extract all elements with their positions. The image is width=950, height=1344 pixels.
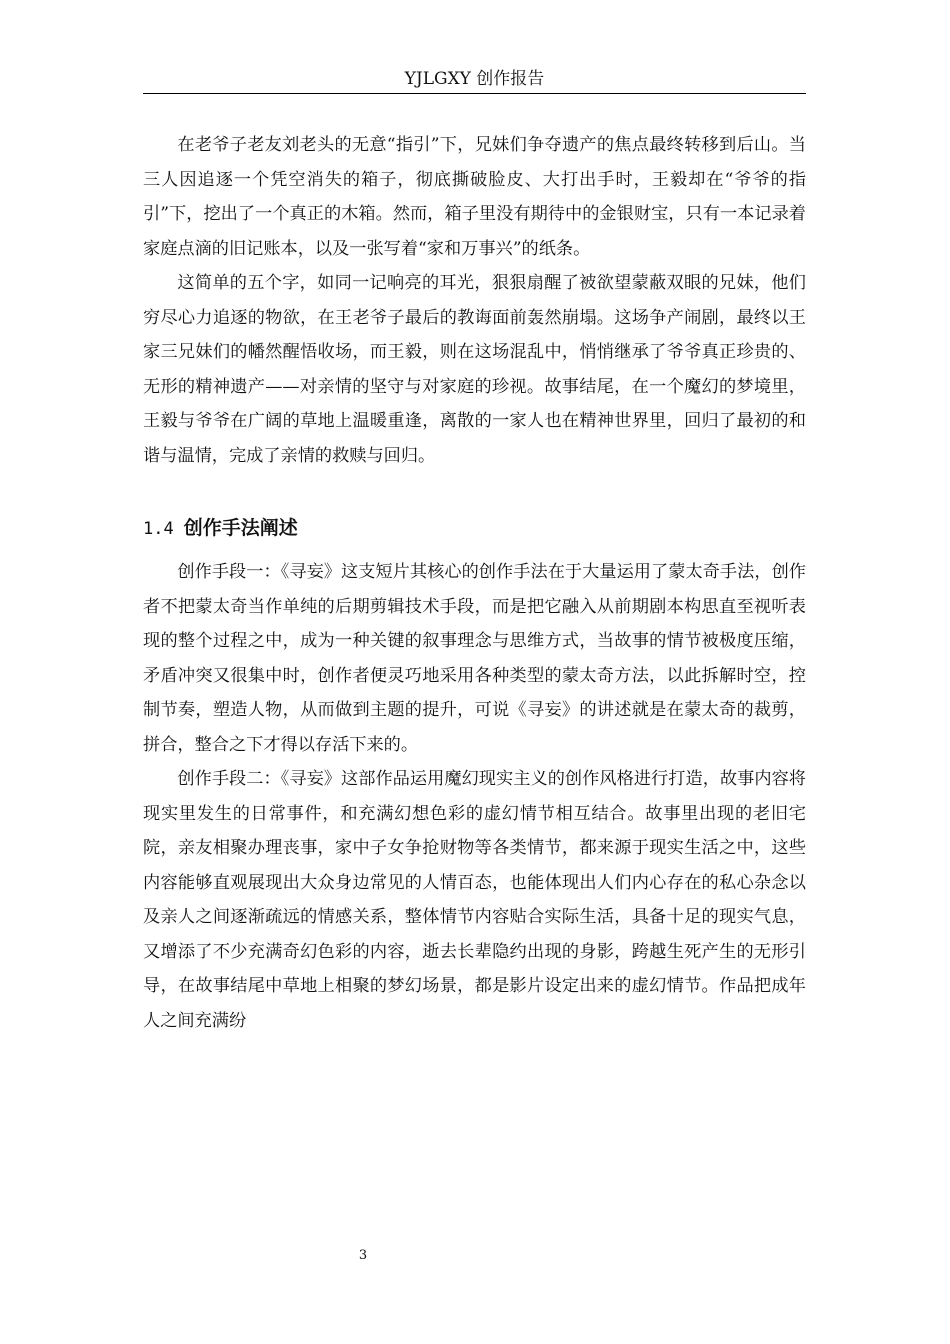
page-header [143,66,806,94]
body-paragraph: 创作手段一：《寻妄》这支短片其核心的创作手法在于大量运用了蒙太奇手法，创作者不把蒙太奇当作单纯的后期剪辑技术手段，而是把它融入从前期剧本构思直至视听表现的整个过程之中，成为一种关键的叙事理念与思维方式，当故事的情节被极度压缩，矛盾冲突又很集中时，创作者便灵巧地采用各种类型的蒙太奇方法，以此拆解时空，控制节奏，塑造人物，从而做到主题的提升，可说《寻妄》的讲述就是在蒙太奇的裁剪，拼合，整合之下才得以存活下来的。 [143,562,806,755]
section-title: 创作手法阐述 [183,517,298,539]
document-body [143,128,806,1038]
section-heading [143,510,806,547]
header-title: YJLGXY 创作报告 [404,69,545,89]
body-paragraph: 在老爷子老友刘老头的无意“指引”下，兄妹们争夺遗产的焦点最终转移到后山。当三人因追逐一个凭空消失的箱子，彻底撕破脸皮、大打出手时，王毅却在“爷爷的指引”下，挖出了一个真正的木箱。然而，箱子里没有期待中的金银财宝，只有一本记录着家庭点滴的旧记账本，以及一张写着“家和万事兴”的纸条。 [143,135,806,259]
body-paragraph: 这简单的五个字，如同一记响亮的耳光，狠狠扇醒了被欲望蒙蔽双眼的兄妹，他们穷尽心力追逐的物欲，在王老爷子最后的教诲面前轰然崩塌。这场争产闹剧，最终以王家三兄妹们的幡然醒悟收场，而王毅，则在这场混乱中，悄悄继承了爷爷真正珍贵的、无形的精神遗产——对亲情的坚守与对家庭的珍视。故事结尾，在一个魔幻的梦境里，王毅与爷爷在广阔的草地上温暖重逢，离散的一家人也在精神世界里，回归了最初的和谐与温情，完成了亲情的救赎与回归。 [143,273,806,466]
body-paragraph: 创作手段二：《寻妄》这部作品运用魔幻现实主义的创作风格进行打造，故事内容将现实里发生的日常事件，和充满幻想色彩的虚幻情节相互结合。故事里出现的老旧宅院，亲友相聚办理丧事，家中子女争抢财物等各类情节，都来源于现实生活之中，这些内容能够直观展现出大众身边常见的人情百态，也能体现出人们内心存在的私心杂念以及亲人之间逐渐疏远的情感关系，整体情节内容贴合实际生活，具备十足的现实气息，又增添了不少充满奇幻色彩的内容，逝去长辈隐约出现的身影，跨越生死产生的无形引导，在故事结尾中草地上相聚的梦幻场景，都是影片设定出来的虚幻情节。作品把成年人之间充满纷 [143,769,806,1031]
page-number: 3 [358,1248,368,1263]
section-number: 1.4 [143,519,174,539]
